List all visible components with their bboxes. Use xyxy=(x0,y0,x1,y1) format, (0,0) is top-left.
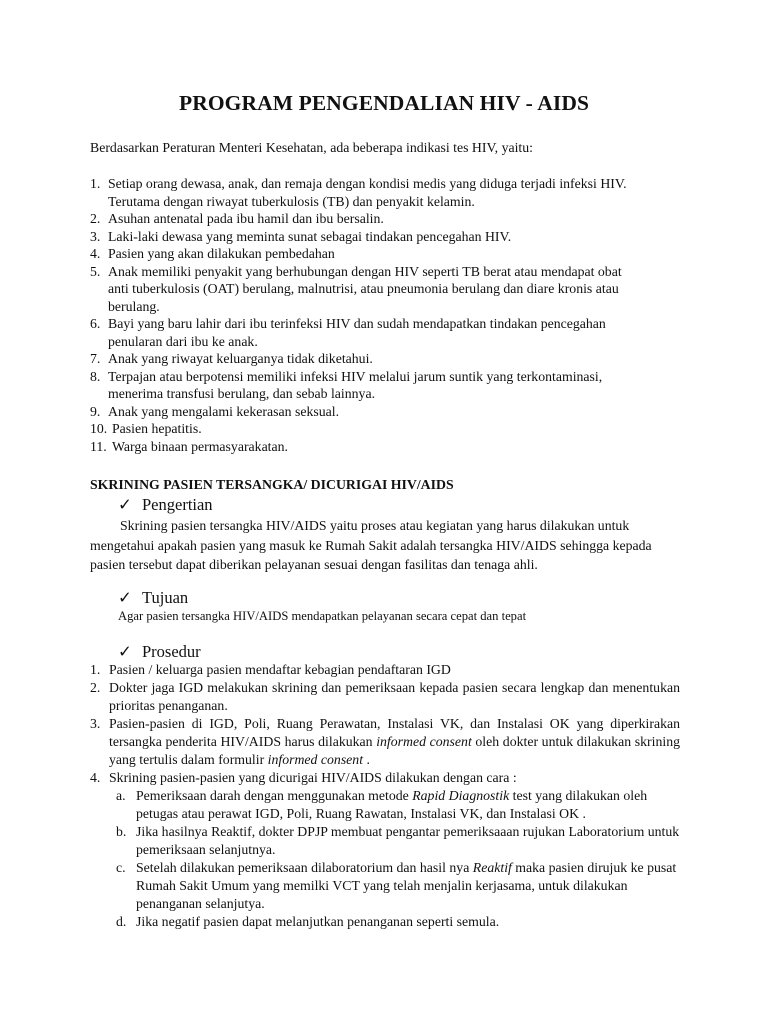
sub-list xyxy=(109,787,680,931)
page-title: PROGRAM PENGENDALIAN HIV - AIDS xyxy=(178,91,590,115)
list-item: 11. Warga binaan permasyarakatan. xyxy=(90,438,288,454)
tujuan-heading xyxy=(118,588,188,608)
checkmark-icon: ✓ xyxy=(118,495,132,514)
intro-paragraph: Berdasarkan Peraturan Menteri Kesehatan, ada beberapa indikasi tes HIV, yaitu: xyxy=(90,140,533,155)
list-item: 2. Asuhan antenatal pada ibu hamil dan ibu bersalin. xyxy=(90,211,384,226)
list-item: 6. Bayi yang baru lahir dari ibu terinfeksi HIV dan sudah mendapatkan tindakan pencegahan penularan dari ibu ke anak. xyxy=(90,316,606,349)
pengertian-heading xyxy=(118,495,213,515)
list-item: 3. Laki-laki dewasa yang meminta sunat sebagai tindakan pencegahan HIV. xyxy=(90,228,512,244)
list-item: 2. Dokter jaga IGD melakukan skrining dan pemeriksaan kepada pasien secara lengkap dan menentukan prioritas penanganan. xyxy=(90,680,680,713)
pengertian-paragraph: Skrining pasien tersangka HIV/AIDS yaitu proses atau kegiatan yang harus dilakukan untuk mengetahui apakah pasien yang masuk ke Rumah Sakit adalah tersangka HIV/AIDS sehingga kepada pasien tersebut dapat diberikan pelayanan sesuai dengan fasilitas dan tenaga ahli. xyxy=(90,518,652,572)
list-item: 7. Anak yang riwayat keluarganya tidak diketahui. xyxy=(90,351,373,366)
list-item: 4. Pasien yang akan dilakukan pembedahan xyxy=(90,246,335,261)
tujuan-label: Tujuan xyxy=(142,588,189,607)
tujuan-paragraph: Agar pasien tersangka HIV/AIDS mendapatkan pelayanan secara cepat dan tepat xyxy=(118,609,527,623)
list-item: 3. Pasien-pasien di IGD, Poli, Ruang Perawatan, Instalasi VK, dan Instalasi OK yang diperkirakan tersangka penderita HIV/AIDS harus dilakukan informed consent oleh dokter untuk dilakukan skrining yang tertulis dalam formulir informed consent . xyxy=(90,716,680,767)
checkmark-icon: ✓ xyxy=(118,588,132,607)
list-item: 1. Setiap orang dewasa, anak, dan remaja dengan kondisi medis yang diduga terjadi infeksi HIV. Terutama dengan riwayat tuberkulosis (TB) dan penyakit kelamin. xyxy=(90,176,627,209)
pengertian-label: Pengertian xyxy=(142,495,213,514)
list-item: 5. Anak memiliki penyakit yang berhubungan dengan HIV seperti TB berat atau mendapat obat anti tuberkulosis (OAT) berulang, malnutrisi, atau pneumonia berulang dan diare kronis atau berulang. xyxy=(90,263,622,314)
sub-list-item: b. Jika hasilnya Reaktif, dokter DPJP membuat pengantar pemeriksaaan rujukan Laboratorium untuk pemeriksaan selanjutnya. xyxy=(116,824,680,857)
prosedur-list xyxy=(90,661,680,931)
prosedur-label: Prosedur xyxy=(142,642,201,661)
section-heading: SKRINING PASIEN TERSANGKA/ DICURIGAI HIV/AIDS xyxy=(90,477,454,492)
list-item: 4. Skrining pasien-pasien yang dicurigai HIV/AIDS dilakukan dengan cara : a. Pemeriksaan darah dengan menggunakan metode Rapid Diagnostik test yang dilakukan oleh petugas atau perawat IGD, Poli, Ruang Rawatan, Instalasi VK, dan Instalasi OK . b. Jika hasilnya Reaktif, dokter DPJP membuat pengantar pemeriksaaan rujukan Laboratorium untuk pemeriksaan selanjutnya. c. Setelah dilakukan pemeriksaan dilaboratorium dan hasil nya Reaktif maka pasien dirujuk ke pusat Rumah Sakit Umum yang memilki VCT yang telah menjalin kerjasama, untuk dilakukan penanganan selanjutya. d. Jika negatif pasien dapat melanjutkan penanganan seperti semula. xyxy=(90,770,680,929)
list-item: 1. Pasien / keluarga pasien mendaftar kebagian pendaftaran IGD xyxy=(90,662,451,677)
checkmark-icon: ✓ xyxy=(118,642,132,661)
sub-list-item: d. Jika negatif pasien dapat melanjutkan penanganan seperti semula. xyxy=(116,914,500,929)
sub-list-item: a. Pemeriksaan darah dengan menggunakan metode Rapid Diagnostik test yang dilakukan oleh petugas atau perawat IGD, Poli, Ruang Rawatan, Instalasi VK, dan Instalasi OK . xyxy=(116,788,648,821)
sub-list-item: c. Setelah dilakukan pemeriksaan dilaboratorium dan hasil nya Reaktif maka pasien dirujuk ke pusat Rumah Sakit Umum yang memilki VCT yang telah menjalin kerjasama, untuk dilakukan penanganan selanjutya. xyxy=(116,860,677,911)
list-item: 10. Pasien hepatitis. xyxy=(90,421,202,436)
indications-list xyxy=(90,175,690,455)
list-item: 9. Anak yang mengalami kekerasan seksual. xyxy=(90,403,340,419)
list-item: 8. Terpajan atau berpotensi memiliki infeksi HIV melalui jarum suntik yang terkontaminasi, menerima transfusi berulang, dan sebab lainnya. xyxy=(90,368,603,401)
prosedur-heading xyxy=(118,642,201,662)
